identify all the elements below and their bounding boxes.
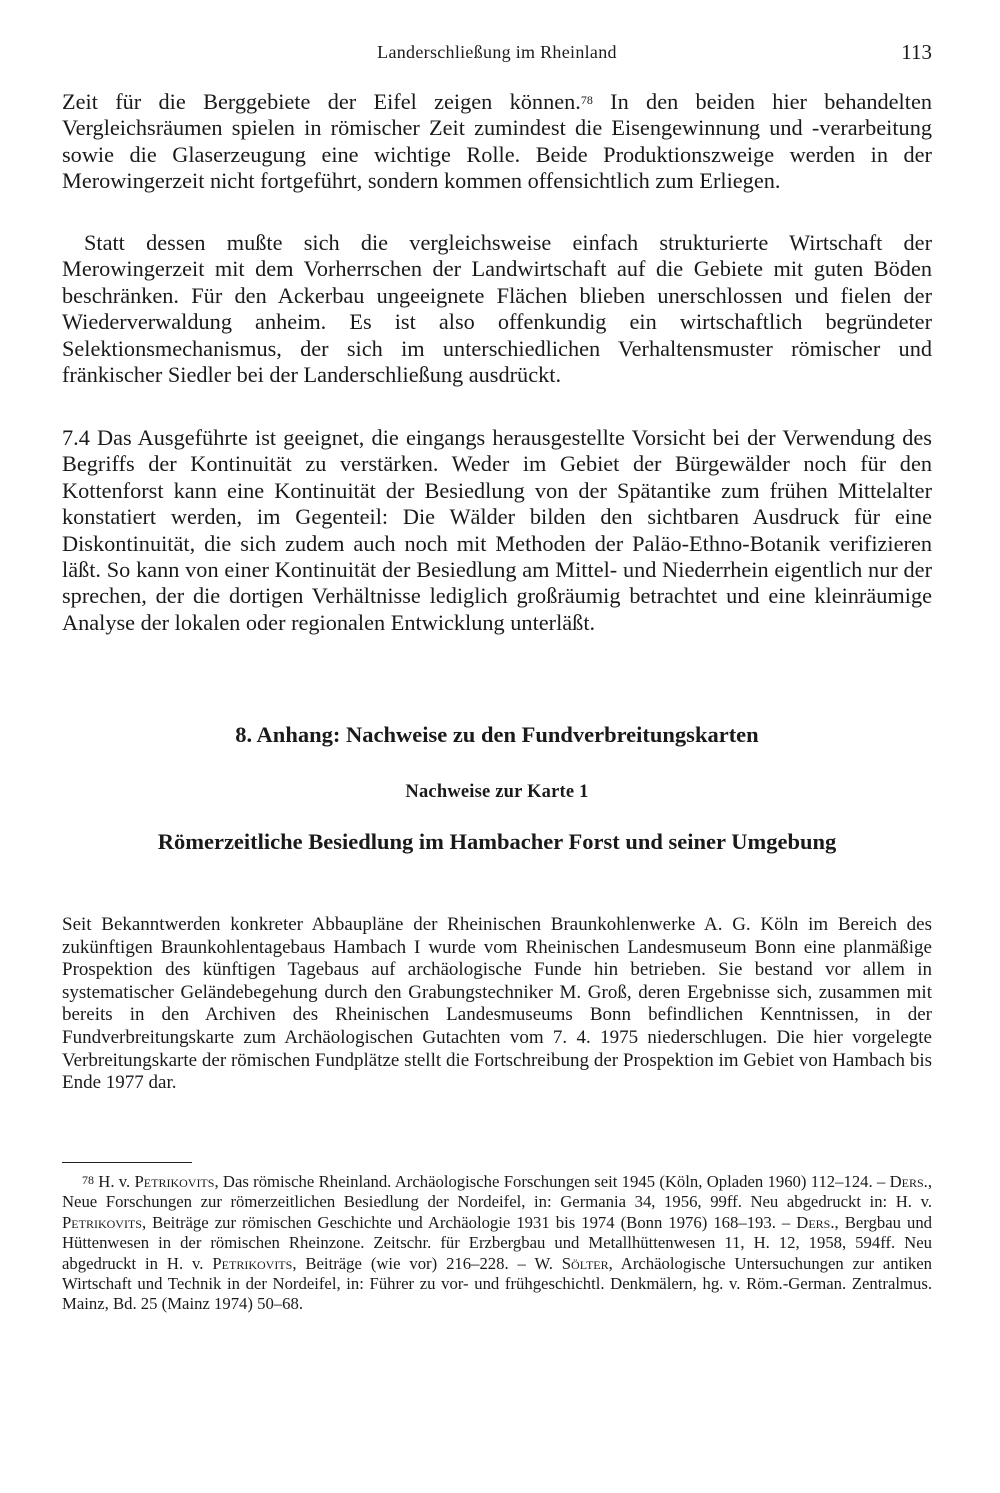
author-name: Ders. — [796, 1212, 835, 1232]
footnote-text: , Archäologische Untersuchungen zur antiken Wirtschaft und Technik in der Nordeifel, in: Führer zu vor- und frühgeschichtl. Denkmälern, hg. v. Röm.-German. Zentralmus. Mainz, Bd. 25 (Mainz 1974) 50–68. — [62, 1253, 932, 1314]
footnote-divider — [62, 1162, 192, 1163]
body-paragraph-1 — [62, 89, 932, 195]
author-name: Sölter — [561, 1253, 609, 1273]
appendix-paragraph: Seit Bekanntwerden konkreter Abbaupläne der Rheinischen Braunkohlenwerke A. G. Köln im Bereich des zukünftigen Braunkohlentagebaus Hambach I wurde vom Rheinischen Landesmuseum Bonn eine planmäßige Prospektion des künftigen Tagebaus auf archäologische Funde hin betrieben. Sie bestand vor allem in systematischer Geländebegehung durch den Grabungstechniker M. Groß, deren Ergebnisse sich, zusammen mit bereits in den Archiven des Rheinischen Landesmuseums Bonn befindlichen Kenntnissen, in der Fundverbreitungskarte zum Archäologischen Gutachten vom 7. 4. 1975 niederschlugen. Die hier vorgelegte Verbreitungskarte der römischen Fundplätze stellt die Fortschreibung der Prospektion im Gebiet von Hambach bis Ende 1977 dar. — [62, 914, 932, 1094]
footnote-text: H. v. — [94, 1172, 135, 1191]
footnote-text: , Bergbau und Hüttenwesen in der römischen Rheinzone. Zeitschr. für Erzbergbau und Metallhüttenwesen 11, H. 12, 1958, 594ff. Neu abgedruckt in H. v. — [62, 1212, 933, 1273]
footnote-text: , Das römische Rheinland. Archäologische Forschungen seit 1945 (Köln, Opladen 1960) 112–124. – — [214, 1172, 890, 1191]
footnote-text: , Beiträge (wie vor) 216–228. – W. — [292, 1253, 562, 1273]
section-title: Römerzeitliche Besiedlung im Hambacher Forst und seiner Umgebung — [157, 829, 837, 854]
paragraph-1-text-b: In den beiden hier behandelten Vergleichsräumen spielen in römischer Zeit zumindest die Eisengewinnung und -verarbeitung sowie die Glaserzeugung eine wichtige Rolle. Beide Produktionszweige werden in der Merowingerzeit nicht fortgeführt, sondern kommen offensichtlich zum Erliegen. — [62, 89, 932, 194]
running-head — [62, 38, 932, 68]
author-name: Petrikovits — [134, 1172, 215, 1191]
page-number: 113 — [901, 40, 932, 64]
footnote-number: 78 — [82, 1173, 94, 1187]
body-paragraph-3: 7.4 Das Ausgeführte ist geeignet, die eingangs herausgestellte Vorsicht bei der Verwendung des Begriffs der Kontinuität zu verstärken. Weder im Gebiet der Bürgewälder noch für den Kottenforst kann eine Kontinuität der Besiedlung von der Spätantike zum frühen Mittelalter konstatiert werden, im Gegenteil: Die Wälder bilden den sichtbaren Ausdruck für eine Diskontinuität, die sich zudem auch noch mit Methoden der Paläo-Ethno-Botanik verifizieren läßt. So kann von einer Kontinuität der Besiedlung am Mittel- und Niederrhein eigentlich nur der sprechen, der die dortigen Verhältnisse lediglich großräumig betrachtet und eine kleinräumige Analyse der lokalen oder regionalen Entwicklung unterläßt. — [62, 425, 932, 635]
footnote-text: , Beiträge zur römischen Geschichte und Archäologie 1931 bis 1974 (Bonn 1976) 168–193. – — [141, 1212, 797, 1232]
footnote-text: , Neue Forschungen zur römerzeitlichen Besiedlung der Nordeifel, in: Germania 34, 1956, 99ff. Neu abgedruckt in: H. v. — [62, 1172, 932, 1212]
footnote-ref-78[interactable]: 78 — [580, 93, 593, 107]
author-name: Petrikovits — [62, 1212, 142, 1232]
section-subheading: Nachweise zur Karte 1 — [405, 782, 589, 802]
paragraph-1-text-a: Zeit für die Berggebiete der Eifel zeigen können. — [62, 89, 581, 114]
footnote-78 — [62, 1172, 932, 1315]
running-title: Landerschließung im Rheinland — [377, 42, 617, 62]
section-heading: 8. Anhang: Nachweise zu den Fundverbreitungskarten — [235, 722, 759, 747]
author-name: Ders. — [889, 1172, 928, 1191]
body-paragraph-2: Statt dessen mußte sich die vergleichsweise einfach strukturierte Wirtschaft der Merowingerzeit mit dem Vorherrschen der Landwirtschaft auf die Gebiete mit guten Böden beschränken. Für den Ackerbau ungeeignete Flächen blieben unerschlossen und fielen der Wiederverwaldung anheim. Es ist also offenkundig ein wirtschaftlich begründeter Selektionsmechanismus, der sich im unterschiedlichen Verhaltensmuster römischer und fränkischer Siedler bei der Landerschließung ausdrückt. — [62, 230, 932, 388]
author-name: Petrikovits — [212, 1253, 293, 1273]
